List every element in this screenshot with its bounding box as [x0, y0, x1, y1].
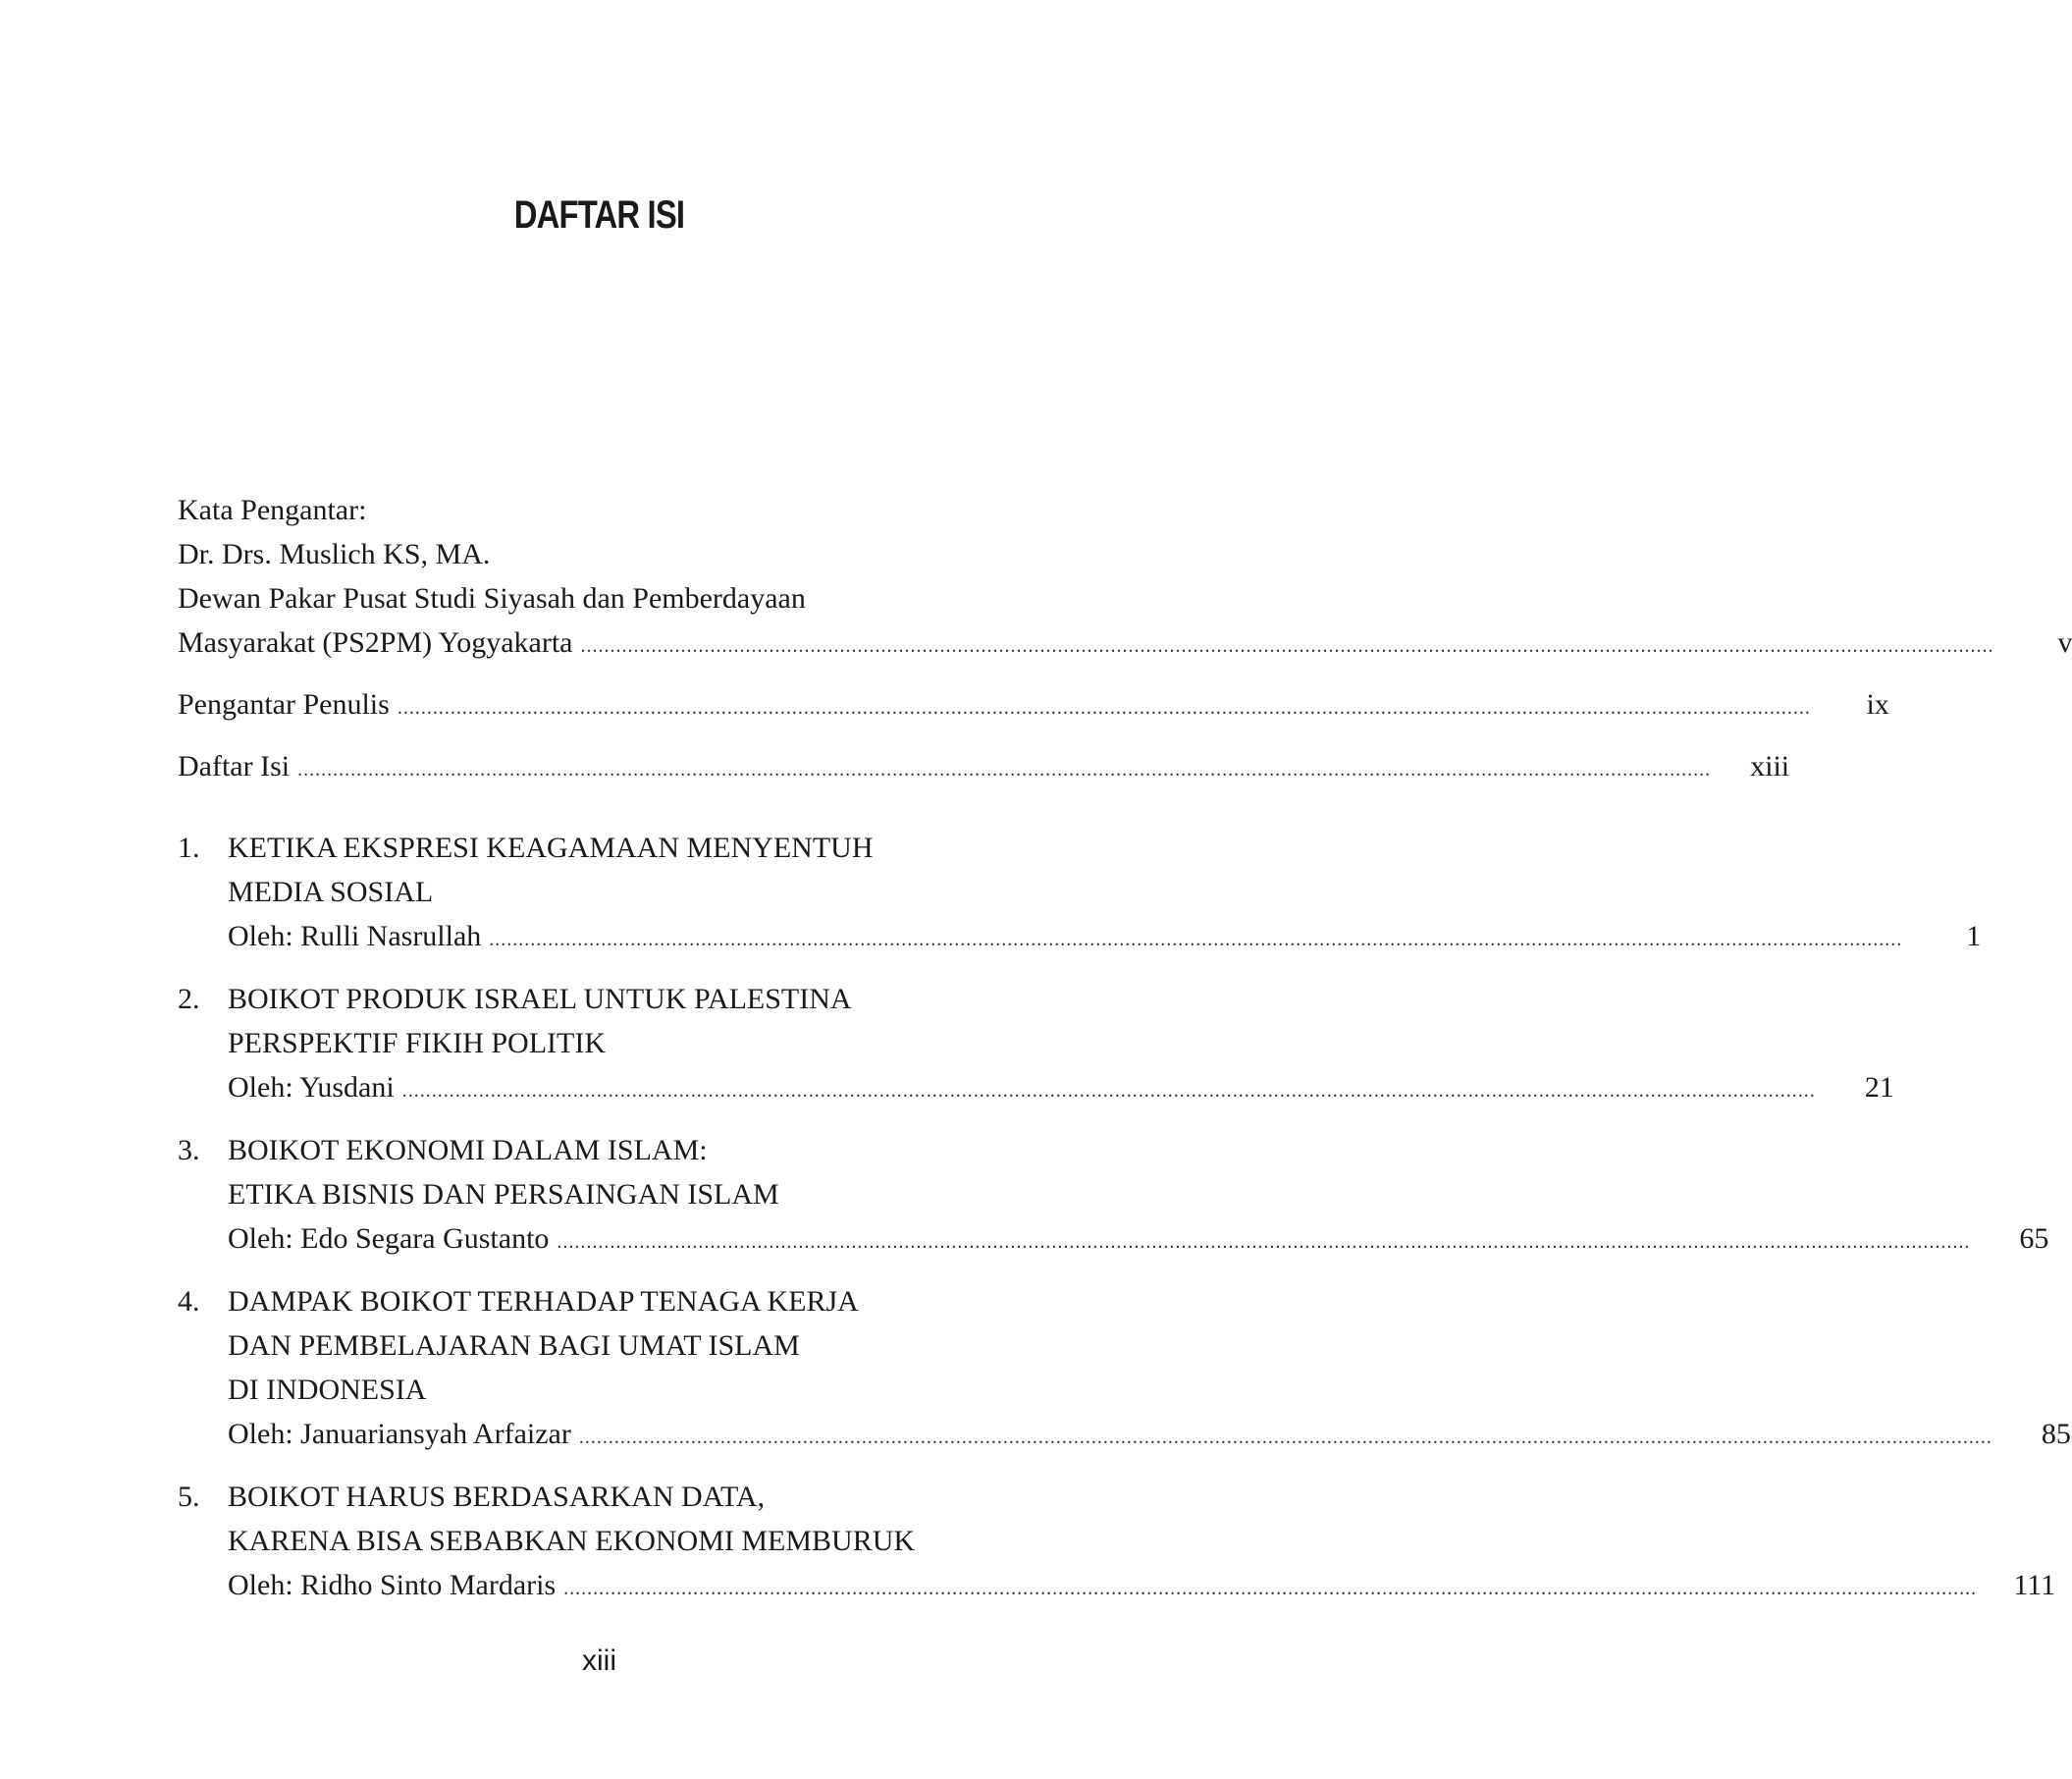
toc-line [178, 488, 1048, 532]
page-number: ix [1866, 688, 1889, 721]
chapter-title-line: DAN PEMBELAJARAN BAGI UMAT ISLAM [228, 1329, 800, 1362]
chapter-number: 2. [178, 983, 200, 1015]
dot-leader [563, 1567, 1977, 1611]
chapter-title-line: BOIKOT PRODUK ISRAEL UNTUK PALESTINA [228, 983, 852, 1015]
toc-text: Dr. Drs. Muslich KS, MA. [178, 538, 491, 570]
chapter-title-line: BOIKOT EKONOMI DALAM ISLAM: [228, 1134, 708, 1166]
page-number: 65 [2019, 1222, 2049, 1255]
chapter-author: Oleh: Yusdani [228, 1071, 395, 1104]
dot-leader [402, 1069, 1816, 1113]
toc-line [178, 682, 1889, 730]
chapter-number: 3. [178, 1134, 200, 1166]
toc-chapter-4[interactable] [178, 1279, 2071, 1460]
toc-line [178, 576, 1048, 620]
page-number: 21 [1864, 1071, 1894, 1104]
page-number: xiii [1750, 750, 1790, 782]
toc-chapter-5[interactable] [178, 1475, 2056, 1611]
dot-leader [580, 624, 1993, 669]
toc-line [228, 1065, 1894, 1113]
toc-text: Pengantar Penulis [178, 688, 390, 721]
dot-leader [297, 748, 1711, 792]
chapter-title-line: ETIKA BISNIS DAN PERSAINGAN ISLAM [228, 1178, 779, 1211]
chapter-number: 4. [178, 1285, 200, 1318]
toc-entry-kata-pengantar[interactable] [178, 488, 2072, 669]
chapter-title-line: MEDIA SOSIAL [228, 876, 434, 908]
chapter-title-line: PERSPEKTIF FIKIH POLITIK [228, 1027, 607, 1059]
toc-text: Daftar Isi [178, 750, 291, 782]
toc-line [228, 1216, 2048, 1265]
dot-leader [557, 1220, 1970, 1265]
table-of-contents [178, 488, 2072, 1626]
toc-entry-daftar-isi[interactable] [178, 744, 1790, 792]
dot-leader [398, 686, 1811, 730]
chapter-title-line: KARENA BISA SEBABKAN EKONOMI MEMBURUK [228, 1525, 916, 1557]
page-number: 85 [2041, 1418, 2071, 1450]
page-number: v [2057, 626, 2072, 659]
toc-line [178, 620, 2072, 669]
toc-line [228, 914, 1981, 962]
page-folio: xiii [582, 1644, 616, 1677]
toc-line [228, 1563, 2055, 1611]
toc-line [178, 532, 1048, 576]
chapter-title-line: BOIKOT HARUS BERDASARKAN DATA, [228, 1481, 766, 1513]
dot-leader [579, 1416, 1992, 1460]
page-number: 1 [1966, 920, 1982, 952]
toc-text: Masyarakat (PS2PM) Yogyakarta [178, 626, 573, 659]
chapter-number: 5. [178, 1481, 200, 1513]
toc-line [228, 1412, 2071, 1460]
toc-line [178, 744, 1790, 792]
chapter-title-line: KETIKA EKSPRESI KEAGAMAAN MENYENTUH [228, 832, 874, 864]
chapter-author: Oleh: Januariansyah Arfaizar [228, 1418, 571, 1450]
toc-entry-pengantar-penulis[interactable] [178, 682, 1889, 730]
chapter-author: Oleh: Ridho Sinto Mardaris [228, 1569, 557, 1601]
page-number: 111 [2013, 1569, 2056, 1601]
dot-leader [489, 918, 1902, 962]
toc-chapter-1[interactable] [178, 826, 1982, 962]
toc-chapter-3[interactable] [178, 1128, 2049, 1265]
chapter-author: Oleh: Edo Segara Gustanto [228, 1222, 550, 1255]
toc-chapter-2[interactable] [178, 977, 1894, 1113]
chapter-title-line: DAMPAK BOIKOT TERHADAP TENAGA KERJA [228, 1285, 859, 1318]
toc-text: Dewan Pakar Pusat Studi Siyasah dan Pemberdayaan [178, 582, 806, 615]
chapter-title-line: DI INDONESIA [228, 1374, 427, 1406]
toc-text: Kata Pengantar: [178, 494, 367, 526]
page-title: DAFTAR ISI [513, 193, 685, 237]
chapter-number: 1. [178, 832, 200, 864]
chapter-author: Oleh: Rulli Nasrullah [228, 920, 482, 952]
